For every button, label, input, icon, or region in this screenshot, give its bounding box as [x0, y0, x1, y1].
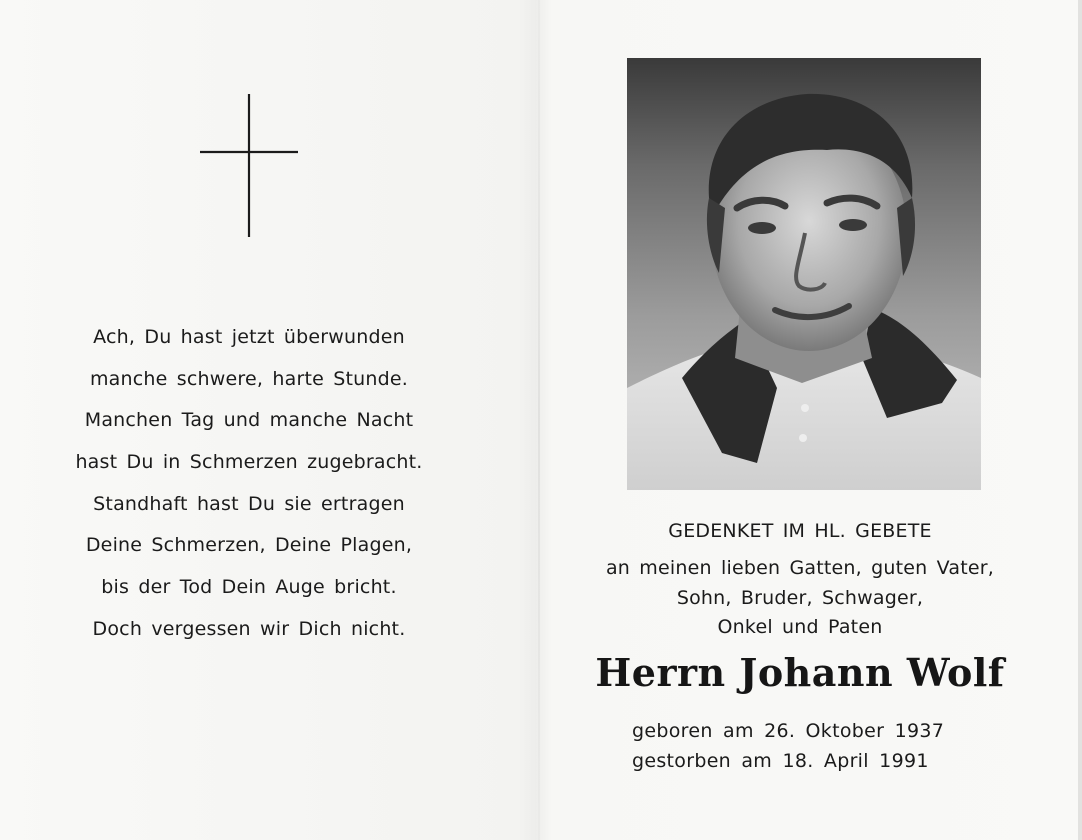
poem-line: Doch vergessen wir Dich nicht. [92, 617, 406, 640]
birth-date: geboren am 26. Oktober 1937 [632, 720, 945, 742]
poem-line: bis der Tod Dein Auge bricht. [101, 576, 397, 599]
poem-line: Standhaft hast Du sie ertragen [93, 492, 405, 515]
portrait-illustration [627, 58, 981, 490]
dedication-line: an meinen lieben Gatten, guten Vater, [605, 557, 995, 579]
poem-line: hast Du in Schmerzen zugebracht. [75, 451, 423, 474]
deceased-name: Herrn Johann Wolf [595, 650, 1005, 695]
poem-line: manche schwere, harte Stunde. [89, 367, 409, 390]
card-edge [1078, 0, 1082, 840]
death-date: gestorben am 18. April 1991 [632, 750, 929, 772]
poem-line: Manchen Tag und manche Nacht [84, 409, 414, 432]
poem-line: Deine Schmerzen, Deine Plagen, [85, 534, 413, 557]
poem [40, 318, 458, 652]
card-fold [538, 0, 540, 840]
cross-icon [200, 94, 298, 237]
dedication-line: Onkel und Paten [717, 616, 883, 638]
portrait-photo [627, 58, 981, 490]
poem-line: Ach, Du hast jetzt überwunden [93, 326, 405, 348]
dedication-line: Sohn, Bruder, Schwager, [676, 587, 924, 609]
memorial-heading: GEDENKET IM HL. GEBETE [668, 520, 932, 542]
